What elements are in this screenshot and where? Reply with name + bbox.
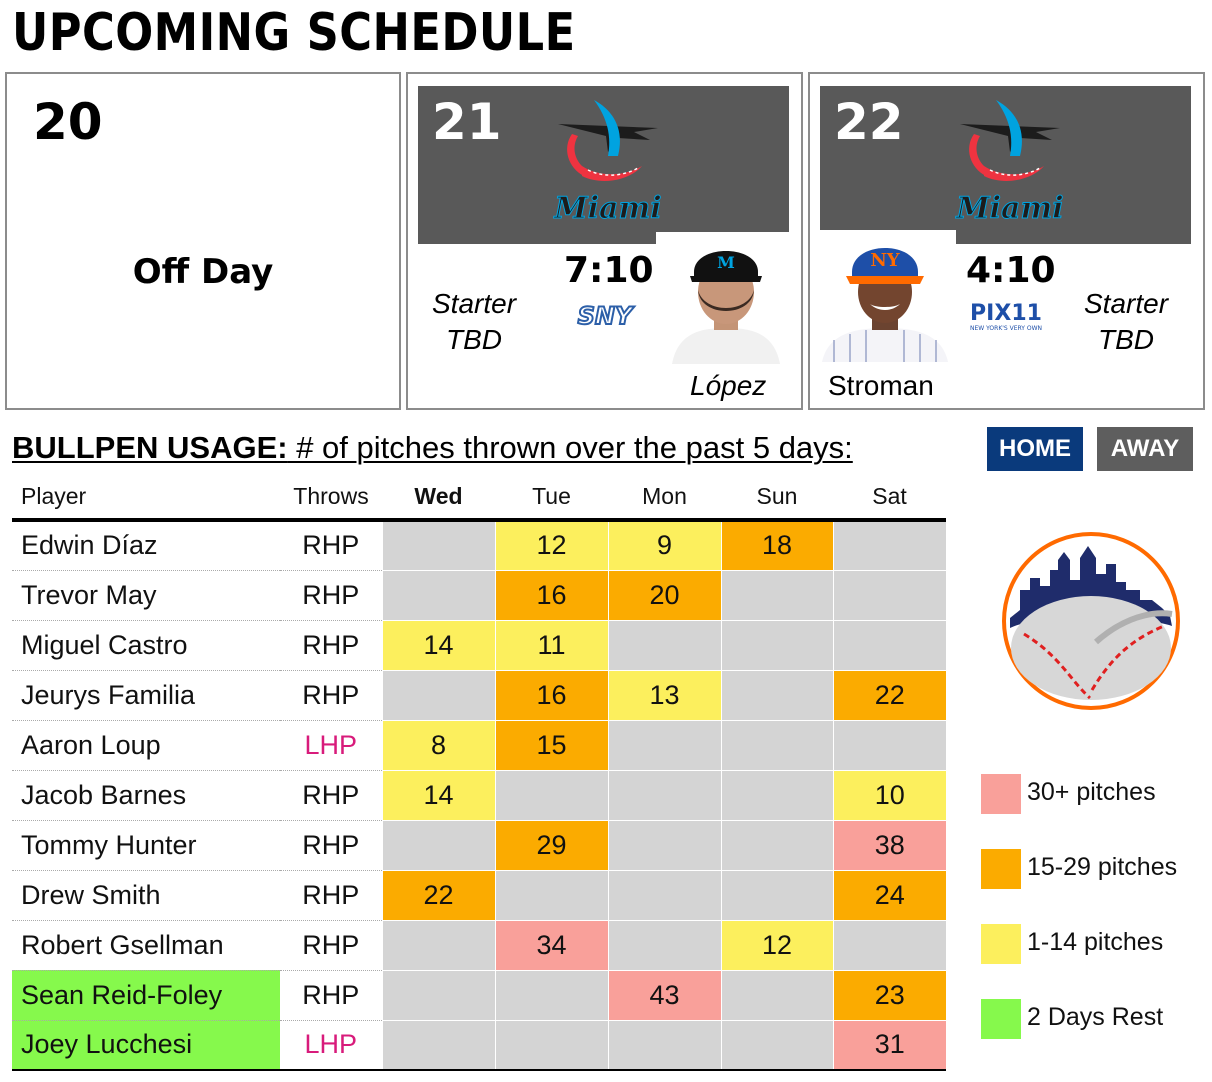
starter-line-1: Starter <box>432 288 517 319</box>
player-name: Jeurys Familia <box>12 670 280 720</box>
starter-line-1: Starter <box>1084 288 1169 319</box>
column-header-sun: Sun <box>721 474 833 520</box>
pitch-count-tue <box>495 770 608 820</box>
svg-text:M: M <box>717 253 735 272</box>
away-tab-button[interactable]: AWAY <box>1097 427 1193 471</box>
throws-hand: RHP <box>280 570 382 620</box>
pitch-count-tue: 11 <box>495 620 608 670</box>
table-row <box>12 1020 946 1070</box>
legend-swatch <box>981 999 1021 1039</box>
starter-tbd-label <box>432 286 516 358</box>
table-row <box>12 770 946 820</box>
pitch-count-tue: 16 <box>495 670 608 720</box>
pitch-count-sun <box>721 1020 833 1070</box>
throws-hand: RHP <box>280 920 382 970</box>
pitch-count-mon <box>608 1020 721 1070</box>
starter-line-2: TBD <box>446 324 503 355</box>
table-row <box>12 970 946 1020</box>
throws-hand: LHP <box>280 1020 382 1070</box>
schedule-card-day-20 <box>5 72 401 410</box>
pitcher-name: Stroman <box>828 370 934 401</box>
pitch-count-mon <box>608 620 721 670</box>
pitch-count-mon: 13 <box>608 670 721 720</box>
pitch-count-tue <box>495 970 608 1020</box>
player-name: Sean Reid-Foley <box>12 970 280 1020</box>
opponent-banner <box>418 86 789 244</box>
column-header-throws: Throws <box>280 474 382 520</box>
legend-swatch <box>981 849 1021 889</box>
pitch-count-tue <box>495 870 608 920</box>
bullpen-title-rest: # of pitches thrown over the past 5 days: <box>287 430 853 465</box>
home-tab-button[interactable]: HOME <box>987 427 1083 471</box>
throws-hand: RHP <box>280 970 382 1020</box>
pitch-count-mon <box>608 820 721 870</box>
pitch-count-mon <box>608 770 721 820</box>
throws-hand: LHP <box>280 720 382 770</box>
pitch-count-sat: 10 <box>833 770 946 820</box>
pitch-count-wed <box>382 1020 495 1070</box>
pitch-count-mon <box>608 870 721 920</box>
day-number: 21 <box>432 93 502 151</box>
pitch-count-mon <box>608 720 721 770</box>
pitch-count-sun <box>721 770 833 820</box>
player-name: Trevor May <box>12 570 280 620</box>
player-name: Aaron Loup <box>12 720 280 770</box>
column-header-wed: Wed <box>382 474 495 520</box>
pitch-count-tue: 34 <box>495 920 608 970</box>
svg-text:SNY: SNY <box>577 302 633 330</box>
schedule-card-day-21 <box>406 72 803 410</box>
schedule-card-day-22 <box>808 72 1205 410</box>
pitch-count-wed <box>382 520 495 570</box>
player-name: Drew Smith <box>12 870 280 920</box>
column-header-mon: Mon <box>608 474 721 520</box>
table-header-row <box>12 474 946 520</box>
pitch-count-sun <box>721 820 833 870</box>
legend-label: 15-29 pitches <box>1027 853 1178 881</box>
table-row <box>12 520 946 570</box>
day-number: 20 <box>33 93 103 151</box>
throws-hand: RHP <box>280 820 382 870</box>
pitch-count-sat <box>833 520 946 570</box>
pitch-count-tue: 15 <box>495 720 608 770</box>
pix11-network-logo <box>968 300 1050 334</box>
column-header-sat: Sat <box>833 474 946 520</box>
pitch-count-sat: 22 <box>833 670 946 720</box>
throws-hand: RHP <box>280 670 382 720</box>
throws-hand: RHP <box>280 870 382 920</box>
svg-text:Miami: Miami <box>956 191 1064 226</box>
miami-marlins-logo <box>940 92 1080 227</box>
pitch-count-sun <box>721 720 833 770</box>
pitch-count-wed <box>382 820 495 870</box>
pitch-count-sat: 38 <box>833 820 946 870</box>
svg-text:PIX11: PIX11 <box>970 301 1042 326</box>
player-name: Jacob Barnes <box>12 770 280 820</box>
legend-label: 1-14 pitches <box>1027 928 1164 956</box>
throws-hand: RHP <box>280 620 382 670</box>
pitch-count-sat: 23 <box>833 970 946 1020</box>
pitch-count-tue: 12 <box>495 520 608 570</box>
miami-marlins-logo <box>538 92 678 227</box>
column-header-player: Player <box>12 474 280 520</box>
table-row <box>12 620 946 670</box>
game-time: 7:10 <box>564 250 654 291</box>
pitch-count-sat: 31 <box>833 1020 946 1070</box>
player-name: Miguel Castro <box>12 620 280 670</box>
pitch-count-sun <box>721 670 833 720</box>
bullpen-title-bold: BULLPEN USAGE: <box>12 430 288 465</box>
pitch-count-mon: 9 <box>608 520 721 570</box>
legend-label: 30+ pitches <box>1027 778 1156 806</box>
pitch-count-wed <box>382 920 495 970</box>
pitch-count-wed: 14 <box>382 770 495 820</box>
pitcher-photo-stroman <box>814 230 956 362</box>
player-name: Tommy Hunter <box>12 820 280 870</box>
player-name: Edwin Díaz <box>12 520 280 570</box>
pitch-count-tue: 29 <box>495 820 608 870</box>
game-time: 4:10 <box>966 250 1056 291</box>
table-row <box>12 670 946 720</box>
svg-text:NY: NY <box>870 250 900 271</box>
pitch-count-sun <box>721 870 833 920</box>
table-row <box>12 920 946 970</box>
pitch-count-sun <box>721 570 833 620</box>
pitch-count-tue: 16 <box>495 570 608 620</box>
pitch-count-sat <box>833 720 946 770</box>
pitch-count-sat <box>833 920 946 970</box>
table-row <box>12 870 946 920</box>
starter-line-2: TBD <box>1098 324 1155 355</box>
pitch-count-wed: 22 <box>382 870 495 920</box>
table-row <box>12 720 946 770</box>
pitch-count-sat <box>833 570 946 620</box>
page-title: UPCOMING SCHEDULE <box>12 3 576 63</box>
pitch-count-tue <box>495 1020 608 1070</box>
pitch-count-sun <box>721 620 833 670</box>
pitch-count-sun: 18 <box>721 520 833 570</box>
legend-label: 2 Days Rest <box>1027 1003 1164 1031</box>
pitch-count-sat <box>833 620 946 670</box>
pitcher-name: López <box>690 370 767 401</box>
pitch-count-mon <box>608 920 721 970</box>
team-skyline-baseball-logo <box>1000 530 1182 712</box>
player-name: Robert Gsellman <box>12 920 280 970</box>
player-name: Joey Lucchesi <box>12 1020 280 1070</box>
legend-swatch <box>981 774 1021 814</box>
sny-network-logo <box>565 300 645 334</box>
pitch-count-wed: 14 <box>382 620 495 670</box>
starter-tbd-label <box>1084 286 1168 358</box>
bullpen-table <box>12 474 946 1071</box>
day-number: 22 <box>834 93 904 151</box>
svg-text:NEW YORK'S VERY OWN: NEW YORK'S VERY OWN <box>969 325 1043 332</box>
pitch-count-sun <box>721 970 833 1020</box>
table-row <box>12 570 946 620</box>
legend-swatch <box>981 924 1021 964</box>
pitch-count-sun: 12 <box>721 920 833 970</box>
pitch-count-wed <box>382 570 495 620</box>
svg-text:Miami: Miami <box>554 191 662 226</box>
off-day-label: Off Day <box>132 252 274 292</box>
throws-hand: RHP <box>280 770 382 820</box>
opponent-banner <box>820 86 1191 244</box>
pitch-count-mon: 43 <box>608 970 721 1020</box>
pitch-count-wed: 8 <box>382 720 495 770</box>
throws-hand: RHP <box>280 520 382 570</box>
table-row <box>12 820 946 870</box>
pitch-count-wed <box>382 670 495 720</box>
pitcher-photo-lopez <box>656 232 796 364</box>
pitch-count-sat: 24 <box>833 870 946 920</box>
pitch-count-mon: 20 <box>608 570 721 620</box>
pitch-count-wed <box>382 970 495 1020</box>
column-header-tue: Tue <box>495 474 608 520</box>
bullpen-title <box>12 428 853 468</box>
